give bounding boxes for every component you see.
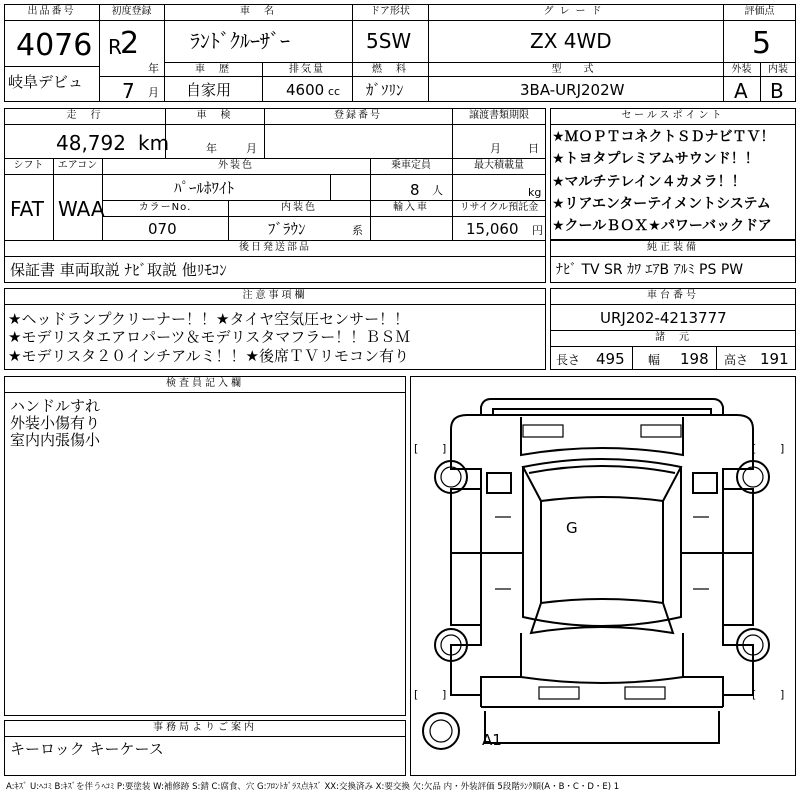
shift: FAT (10, 197, 45, 221)
door-label: ドア形状 (370, 6, 410, 17)
mileage-unit: km (138, 131, 170, 155)
ext-color: ﾊﾟｰﾙﾎﾜｲﾄ (174, 179, 235, 197)
capacity: 8 (410, 181, 420, 199)
mileage-label: 走 行 (66, 110, 103, 121)
exterior-label: 外装 (731, 64, 752, 75)
type-label: 型 式 (551, 64, 600, 75)
note-line: ★モデリスタエアロパーツ＆モデリスタマフラー！！ＢＳＭ (8, 328, 411, 346)
transfer-label: 譲渡書類期限 (469, 110, 529, 121)
fuel-label: 燃 料 (372, 64, 408, 75)
mileage: 48,792 (56, 131, 126, 155)
height-value: 191 (760, 350, 789, 368)
car-outline (411, 377, 795, 775)
legend: A:ｷｽﾞ U:ﾍｺﾐ B:ｷｽﾞを伴うﾍｺﾐ P:要塗装 W:補修跡 S:錆 C:腐食、穴 G:ﾌﾛﾝﾄｶﾞﾗｽ点ｷｽﾞ XX:交換済み X:要交換 欠:欠品 内・外装評価 5段階ﾗﾝｸ順(A・B・C・D・E) 1 (6, 782, 620, 792)
chassis-number: URJ202-4213777 (600, 309, 727, 327)
registration-label: 登録番号 (334, 110, 382, 121)
bracket: [ (414, 442, 419, 455)
width-value: 198 (680, 350, 709, 368)
max-load-label: 最大積載量 (474, 160, 524, 171)
recycle-label: リサイクル預託金 (459, 202, 539, 213)
auction-venue: 岐阜デビュ (8, 73, 84, 91)
width-label: 幅 (648, 353, 661, 367)
bracket: ] (442, 688, 447, 701)
car-history: 自家用 (186, 81, 232, 99)
int-color-label: 内装色 (281, 202, 317, 213)
note-line: ★ヘッドランプクリーナー！！★タイヤ空気圧センサー！！ (8, 310, 410, 328)
sales-point-item: ★ＭＯＰＴコネクトＳＤナビＴＶ！ (552, 129, 775, 145)
month-unit: 月 (148, 86, 159, 99)
import-label: 輸入車 (393, 202, 429, 213)
grade: ZX 4WD (530, 29, 612, 53)
era: R (108, 35, 122, 59)
bracket: ] (442, 442, 447, 455)
grade-label: グレード (543, 6, 608, 17)
office-label: 事務局よりご案内 (153, 722, 257, 733)
history-label: 車 歴 (195, 64, 231, 75)
door-type: 5SW (366, 29, 412, 53)
recycle-unit: 円 (532, 224, 543, 237)
dimensions-label: 諸 元 (655, 332, 691, 343)
overall-score: 5 (752, 26, 772, 61)
car-diagram (410, 376, 796, 776)
sales-point-item: ★トヨタプレミアムサウンド！！ (552, 151, 759, 167)
transfer-month-unit: 月 (490, 142, 501, 155)
reg-month: 7 (122, 79, 135, 103)
model-name: ﾗﾝﾄﾞｸﾙｰｻﾞｰ (190, 29, 290, 53)
recycle-fee: 15,060 (466, 220, 519, 238)
inspector-note: 室内内張傷小 (10, 431, 101, 449)
int-color: ﾌﾞﾗｳﾝ (268, 220, 306, 238)
displacement: 4600 (286, 81, 325, 99)
fuel-type: ｶﾞｿﾘﾝ (366, 81, 404, 99)
aircon-label: エアコン (57, 160, 98, 171)
displacement-unit: cc (328, 85, 341, 98)
color-no-label: カラーNo. (138, 202, 192, 213)
height-label: 高さ (724, 353, 749, 367)
exterior-score: A (734, 79, 748, 103)
capacity-label: 乗車定員 (391, 160, 431, 171)
sales-point-item: ★マルチテレイン４カメラ！！ (552, 174, 746, 190)
reg-year: 2 (120, 26, 140, 61)
int-color-suffix: 系 (352, 224, 363, 237)
load-unit: kg (528, 186, 542, 199)
capacity-unit: 人 (432, 184, 443, 197)
aircon: WAA (58, 197, 105, 221)
equipment-label: 純正装備 (647, 242, 699, 253)
sales-point-item: ★クールＢＯＸ★パワーバックドア (552, 218, 772, 234)
color-no: 070 (148, 220, 177, 238)
inspection-month-unit: 月 (246, 142, 257, 155)
later-parts: 保証書 車両取説 ﾅﾋﾞ取説 他ﾘﾓｺﾝ (10, 261, 227, 279)
inspector-note: 外装小傷有り (10, 414, 101, 432)
inspection-year-unit: 年 (206, 142, 217, 155)
chassis-label: 車台番号 (647, 290, 699, 301)
note-line: ★モデリスタ２０インチアルミ！！★後席ＴＶリモコン有り (8, 347, 409, 365)
sales-points-label: セールスポイント (621, 110, 725, 121)
interior-label: 内装 (768, 64, 788, 75)
notes-label: 注意事項欄 (242, 290, 308, 301)
bracket: [ (752, 688, 757, 701)
inspection-label: 車 検 (196, 110, 233, 121)
sales-point-item: ★リアエンターテイメントシステム (552, 196, 771, 212)
length-label: 長さ (556, 353, 581, 367)
bracket: ] (780, 688, 785, 701)
interior-score: B (770, 79, 784, 103)
office-note: キーロック キーケース (10, 740, 164, 758)
inspector-note: ハンドルすれ (10, 397, 101, 415)
length-value: 495 (596, 350, 625, 368)
damage-mark-windshield: G (566, 519, 578, 537)
later-parts-label: 後日発送部品 (239, 242, 311, 253)
score-label: 評価点 (744, 6, 775, 17)
year-unit: 年 (148, 62, 159, 75)
damage-mark-rear: A1 (482, 731, 502, 749)
lot-number: 4076 (16, 28, 93, 63)
model-code: 3BA-URJ202W (520, 81, 625, 99)
first-reg-label: 初度登録 (111, 6, 152, 17)
inspector-label: 検査員記入欄 (166, 378, 244, 389)
bracket: ] (780, 442, 785, 455)
lot-number-label: 出品番号 (27, 6, 76, 17)
bracket: [ (752, 442, 757, 455)
bracket: [ (414, 688, 419, 701)
displacement-label: 排気量 (289, 64, 325, 75)
transfer-day-unit: 日 (528, 142, 539, 155)
equipment: ﾅﾋﾞ TV SR ｶﾜ ｴｱB ｱﾙﾐ PS PW (556, 262, 744, 278)
model-name-label: 車 名 (240, 6, 276, 17)
ext-color-label: 外装色 (218, 160, 254, 171)
shift-label: シフト (13, 160, 44, 171)
